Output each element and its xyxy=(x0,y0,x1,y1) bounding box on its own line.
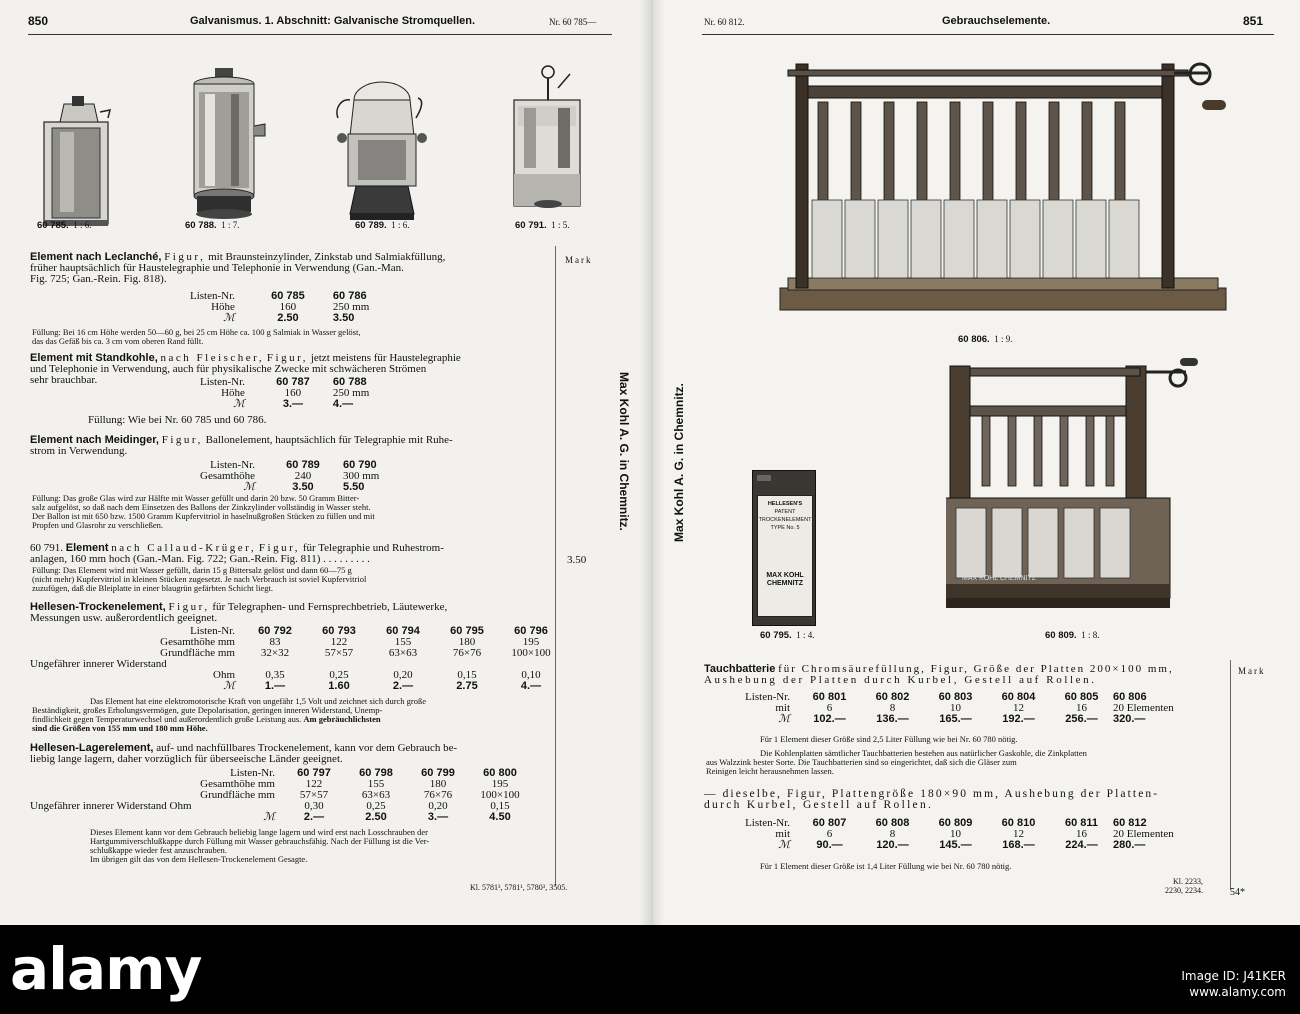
header-rule-right xyxy=(702,34,1274,35)
page-number-right: 851 xyxy=(1243,14,1264,28)
page-range-right: Nr. 60 812. xyxy=(704,17,745,27)
page-number-left: 850 xyxy=(28,14,49,28)
side-text-right: Max Kohl A. G. in Chemnitz. xyxy=(672,383,686,542)
signature-mark: 54* xyxy=(1230,887,1245,898)
entry-trockenelement: Hellesen-Trockenelement, Figur, für Telegraphen- und Fernsprechbetrieb, Läutewerke, Messungen usw. außerordentlich geeignet. xyxy=(30,601,448,624)
meidinger-fill-note: Füllung: Das große Glas wird zur Hälfte mit Wasser gefüllt und darin 20 bzw. 50 Gramm Bitter- salz aufgelöst, so daß nach dem Einsetzen des Ballons der Zinkzylinder vollständig in Wasser steht. Der Ballon ist mit 650 bzw. 1500 Gramm Kupfervitriol in haselnußgroßen Stücken zu füllen und mit Propfen und Glasrohr zu verschließen. xyxy=(32,493,375,530)
callaud-fill-note: Füllung: Das Element wird mit Wasser gefüllt, darin 15 g Bittersalz gelöst und dann 60—75 g (nicht mehr) Kupfervitriol in kleinen Stücken zugesetzt. Je nach Verbrauch ist soviel Kupfervitriol zuzufügen, daß die Bleiplatte in einer blaugrün gefärbten Schicht liegt. xyxy=(32,565,367,593)
dieselbe-note: Für 1 Element dieser Größe ist 1,4 Liter Füllung wie bei Nr. 60 780 nötig. xyxy=(760,861,1012,871)
left-page xyxy=(0,0,650,925)
table-trockenelement: Listen-Nr. 60 792 60 793 60 794 60 795 60 796 Gesamthöhe mm 83 122 155 180 195 Grundfläche mm 32×32 57×57 63×63 76×76 100×100 Ungefährer innerer Widerstand Ohm 0,35 0,25 0,20 0,15 0,10 ℳ 1.— 1.60 2.— 2.75 4.— xyxy=(30,625,551,692)
trocken-note-cont: Beständigkeit, großes Erholungsvermögen, gute Depolarisation, geringen inneren Widerstand, Unemp- findlichkeit gegen Temperaturwechsel und außerordentlich große Leistung aus. Am gebräuchlichsten sind die Größen von 155 mm und 180 mm Höhe. xyxy=(32,705,383,733)
table-leclanche: Listen-Nr. 60 785 60 786 Höhe 160 250 mm ℳ 2.50 3.50 xyxy=(190,290,370,324)
table-meidinger: Listen-Nr. 60 789 60 790 Gesamthöhe 240 300 mm ℳ 3.50 5.50 xyxy=(200,459,380,493)
caption-60788: 60 788. 1 : 7. xyxy=(185,220,240,231)
tauch-note-1: Für 1 Element dieser Größe sind 2,5 Liter Füllung wie bei Nr. 60 780 nötig. xyxy=(760,734,1018,744)
table-tauchbatterie: Listen-Nr. 60 801 60 802 60 803 60 804 60 805 60 806 mit 6 8 10 12 16 20 Elementen ℳ 102.— 136.— 165.— 192.— 256.— 320.— xyxy=(745,691,1174,725)
caption-60791: 60 791. 1 : 5. xyxy=(515,220,570,231)
figure-meidinger-cell xyxy=(328,78,438,222)
entry-standkohle: Element mit Standkohle, nach Fleischer, Figur, jetzt meistens für Haustelegraphie und Telephonie in Verwendung, auch für physikalische Zwecke mit schwächeren Strömen sehr brauchbar. xyxy=(30,352,461,386)
table-standkohle: Listen-Nr. 60 787 60 788 Höhe 160 250 mm ℳ 3.— 4.— xyxy=(200,376,370,410)
entry-leclanche: Element nach Leclanché, Figur, mit Braunsteinzylinder, Zinkstab und Salmiakfüllung, früher hauptsächlich für Haustelegraphie und Telephonie in Verwendung (Gan.-Man. Fig. 725; Gan.-Rein. Fig. 818). xyxy=(30,251,446,285)
figure-tauchbatterie-60806 xyxy=(778,60,1228,340)
running-title-right: Gebrauchselemente. xyxy=(942,15,1051,27)
alamy-logo: alamy xyxy=(10,935,202,1003)
caption-60785: 60 785. 1 : 6. xyxy=(37,220,92,231)
mark-label-left: Mark xyxy=(565,255,593,265)
tauch-note-2: Die Kohlenplatten sämtlicher Tauchbatterien bestehen aus natürlicher Gaskohle, die Zinkplatten xyxy=(760,748,1087,758)
caption-60795: 60 795. 1 : 4. xyxy=(760,630,815,641)
can-terminal xyxy=(757,475,771,481)
price-60791: 3.50 xyxy=(567,554,587,566)
figure-tauchbatterie-60809 xyxy=(946,358,1206,624)
standkohle-fill-note: Füllung: Wie bei Nr. 60 785 und 60 786. xyxy=(88,414,267,426)
entry-callaud: 60 791. Element nach Callaud-Krüger, Figur, für Telegraphie und Ruhestrom- anlagen, 160 mm hoch (Gan.-Man. Fig. 722; Gan.-Rein. Fig. 811) . . . . . . . . . xyxy=(30,542,444,565)
right-page xyxy=(650,0,1300,925)
site-url: www.alamy.com xyxy=(1189,985,1286,999)
tauch-note-3: aus Walzzink bester Sorte. Die Tauchbatterien sind so eingerichtet, daß sich die Gläser zum Reinigen leicht herausnehmen lassen. xyxy=(706,757,1017,776)
frame-label: MAX KOHL CHEMNITZ xyxy=(962,575,1037,582)
book-gutter xyxy=(640,0,664,925)
figure-standkohle-cell xyxy=(185,66,275,222)
footer-right: Kl. 2233, 2230, 2234. xyxy=(1165,877,1203,895)
price-column-rule-right xyxy=(1230,660,1231,890)
side-text-left: Max Kohl A. G. in Chemnitz. xyxy=(617,372,631,531)
price-column-rule xyxy=(555,246,556,886)
table-lagerelement: Listen-Nr. 60 797 60 798 60 799 60 800 Gesamthöhe mm 122 155 180 195 Grundfläche mm 57×57 63×63 76×76 100×100 Ungefährer innerer Widerstand Ohm 0,30 0,25 0,20 0,15 ℳ 2.— 2.50 3.— 4.50 xyxy=(30,767,520,823)
figure-leclanche-cell xyxy=(38,92,118,232)
caption-60806: 60 806. 1 : 9. xyxy=(958,334,1013,345)
entry-tauchbatterie: Tauchbatterie für Chromsäurefüllung, Figur, Größe der Platten 200×100 mm, Aushebung der Platten durch Kurbel, Gestell auf Rollen. xyxy=(704,663,1174,686)
running-title-left: Galvanismus. 1. Abschnitt: Galvanische Stromquellen. xyxy=(190,15,476,27)
trocken-note: Das Element hat eine elektromotorische Kraft von ungefähr 1,5 Volt und zeichnet sich durch große xyxy=(90,696,427,706)
lager-note: Dieses Element kann vor dem Gebrauch beliebig lange lagern und wird erst nach Losschrauben der xyxy=(90,827,428,837)
image-id: Image ID: J41KER xyxy=(1181,969,1286,983)
can-label: HELLESEN'S PATENT TROCKENELEMENT TYPE No. 5 MAX KOHL CHEMNITZ xyxy=(757,495,813,617)
figure-hellesen-can xyxy=(752,470,816,626)
entry-lagerelement: Hellesen-Lagerelement, auf- und nachfüllbares Trockenelement, kann vor dem Gebrauch be- liebig lange lagern, daher vorzüglich für überseeische Länder geeignet. xyxy=(30,742,458,765)
entry-dieselbe: — dieselbe, Figur, Plattengröße 180×90 mm, Aushebung der Platten- durch Kurbel, Gestell auf Rollen. xyxy=(704,788,1160,811)
page-range-left: Nr. 60 785— xyxy=(549,17,597,27)
stock-info xyxy=(1181,968,1286,1000)
caption-60789: 60 789. 1 : 6. xyxy=(355,220,410,231)
table-dieselbe: Listen-Nr. 60 807 60 808 60 809 60 810 60 811 60 812 mit 6 8 10 12 16 20 Elementen ℳ 90.— 120.— 145.— 168.— 224.— 280.— xyxy=(745,817,1174,851)
figure-callaud-cell xyxy=(508,64,588,224)
lager-note-cont: Hartgummiverschlußkappe durch Füllung mit Wasser gebrauchsfähig. Nach der Füllung ist die Ver- schlußkappe wieder fest anzuschrauben. Im übrigen gilt das von dem Hellesen-Trockenelement Gesagte. xyxy=(90,836,430,864)
leclanche-fill-note: Füllung: Bei 16 cm Höhe werden 50—60 g, bei 25 cm Höhe ca. 100 g Salmiak in Wasser gelöst, das das Gefäß bis ca. 3 cm vom oberen Rand füllt. xyxy=(32,327,361,346)
footer-left: Kl. 5781³, 5781¹, 5780³, 3505. xyxy=(470,883,568,892)
mark-label-right: Mark xyxy=(1238,666,1266,676)
header-rule-left xyxy=(28,34,612,35)
caption-60809: 60 809. 1 : 8. xyxy=(1045,630,1100,641)
entry-meidinger: Element nach Meidinger, Figur, Ballonelement, hauptsächlich für Telegraphie mit Ruhe- strom in Verwendung. xyxy=(30,434,453,457)
